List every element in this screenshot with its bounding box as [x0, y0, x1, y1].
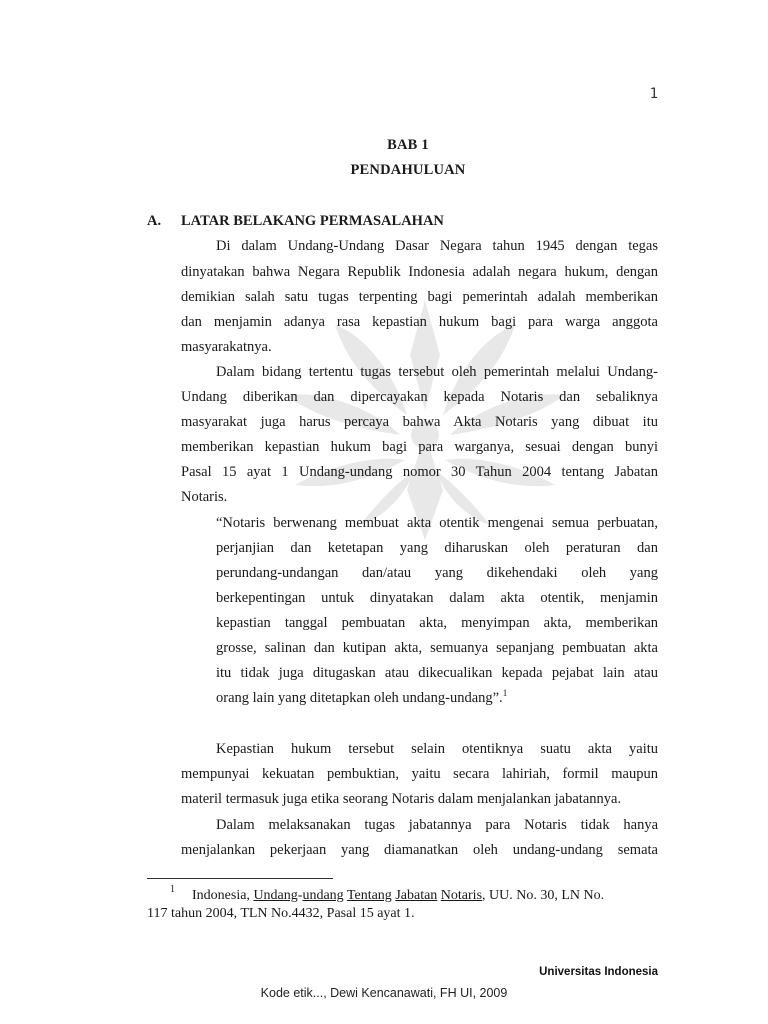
paragraph-line: masyarakat juga harus percaya bahwa Akta Notaris yang dibuat itu [181, 414, 658, 430]
paragraph-line: memberikan kepastian hukum bagi para warganya, sesuai dengan bunyi [181, 439, 658, 455]
paragraph-line: Notaris. [181, 489, 228, 505]
paragraph-line: Dalam bidang tertentu tugas tersebut oleh pemerintah melalui Undang- [216, 364, 658, 380]
quote-line: grosse, salinan dan kutipan akta, semuanya sepanjang pembuatan akta [216, 640, 658, 656]
paragraph-line: Di dalam Undang-Undang Dasar Negara tahun 1945 dengan tegas [216, 238, 658, 254]
paragraph-line: demikian salah satu tugas terpenting bagi pemerintah adalah memberikan [181, 289, 658, 305]
footnote-title-part: Tentang [346, 888, 392, 903]
footnote-divider [147, 878, 333, 879]
paragraph-line: menjalankan pekerjaan yang diamanatkan oleh undang-undang semata [181, 842, 658, 858]
quote-line: “Notaris berwenang membuat akta otentik mengenai semua perbuatan, [216, 515, 658, 531]
footnote-title-part: Undang [253, 888, 298, 903]
paragraph-line: Dalam melaksanakan tugas jabatannya para Notaris tidak hanya [216, 817, 658, 833]
paragraph-line: mempunyai kekuatan pembuktian, yaitu secara lahiriah, formil maupun [181, 766, 658, 782]
paragraph-line: Kepastian hukum tersebut selain otentiknya suatu akta yaitu [216, 741, 658, 757]
quote-line: kepastian tanggal pembuatan akta, menyimpan akta, memberikan [216, 615, 658, 631]
footnote-line [192, 888, 604, 904]
quote-line: berkepentingan untuk dinyatakan dalam akta otentik, menjamin [216, 590, 658, 606]
footnote-number: 1 [170, 884, 175, 895]
section-heading [147, 213, 444, 230]
paragraph-line: materil termasuk juga etika seorang Notaris dalam menjalankan jabatannya. [181, 791, 622, 807]
quote-last-line [216, 690, 507, 706]
footnote-suffix: , UU. No. 30, LN No. [482, 888, 605, 903]
paragraph-line: Undang diberikan dan dipercayakan kepada Notaris dan sebaliknya [181, 389, 658, 405]
paragraph-line: Pasal 15 ayat 1 Undang-undang nomor 30 Tahun 2004 tentang Jabatan [181, 464, 658, 480]
paragraph-line: dan menjamin adanya rasa kepastian hukum bagi para warga anggota [181, 314, 658, 330]
footnote-title-part: - [297, 888, 303, 903]
footnote-prefix: Indonesia, [192, 888, 254, 903]
chapter-number: BAB 1 [387, 137, 429, 153]
quote-line: orang lain yang ditetapkan oleh undang-undang”. [216, 690, 503, 706]
page-number: 1 [649, 86, 658, 102]
university-label: Universitas Indonesia [539, 966, 658, 978]
footnote-reference[interactable]: 1 [502, 688, 508, 699]
section-title: LATAR BELAKANG PERMASALAHAN [181, 213, 444, 229]
section-letter: A. [147, 213, 162, 229]
quote-line: itu tidak juga ditugaskan atau dikecualikan kepada pejabat lain atau [216, 665, 658, 681]
quote-line: perundang-undangan dan/atau yang dikehendaki oleh yang [216, 565, 658, 581]
paragraph-line: dinyatakan bahwa Negara Republik Indonesia adalah negara hukum, dengan [181, 264, 658, 280]
footnote-title-part: Jabatan [395, 888, 438, 903]
footnote-line-2: 117 tahun 2004, TLN No.4432, Pasal 15 ayat 1. [147, 906, 415, 921]
quote-line: perjanjian dan ketetapan yang diharuskan oleh peraturan dan [216, 540, 658, 556]
paragraph-line: masyarakatnya. [181, 339, 272, 355]
document-credit: Kode etik..., Dewi Kencanawati, FH UI, 2009 [260, 986, 508, 1000]
footnote-title-part: undang [302, 888, 344, 903]
chapter-title: PENDAHULUAN [350, 162, 466, 178]
footnote-title-part: Notaris [440, 888, 483, 903]
